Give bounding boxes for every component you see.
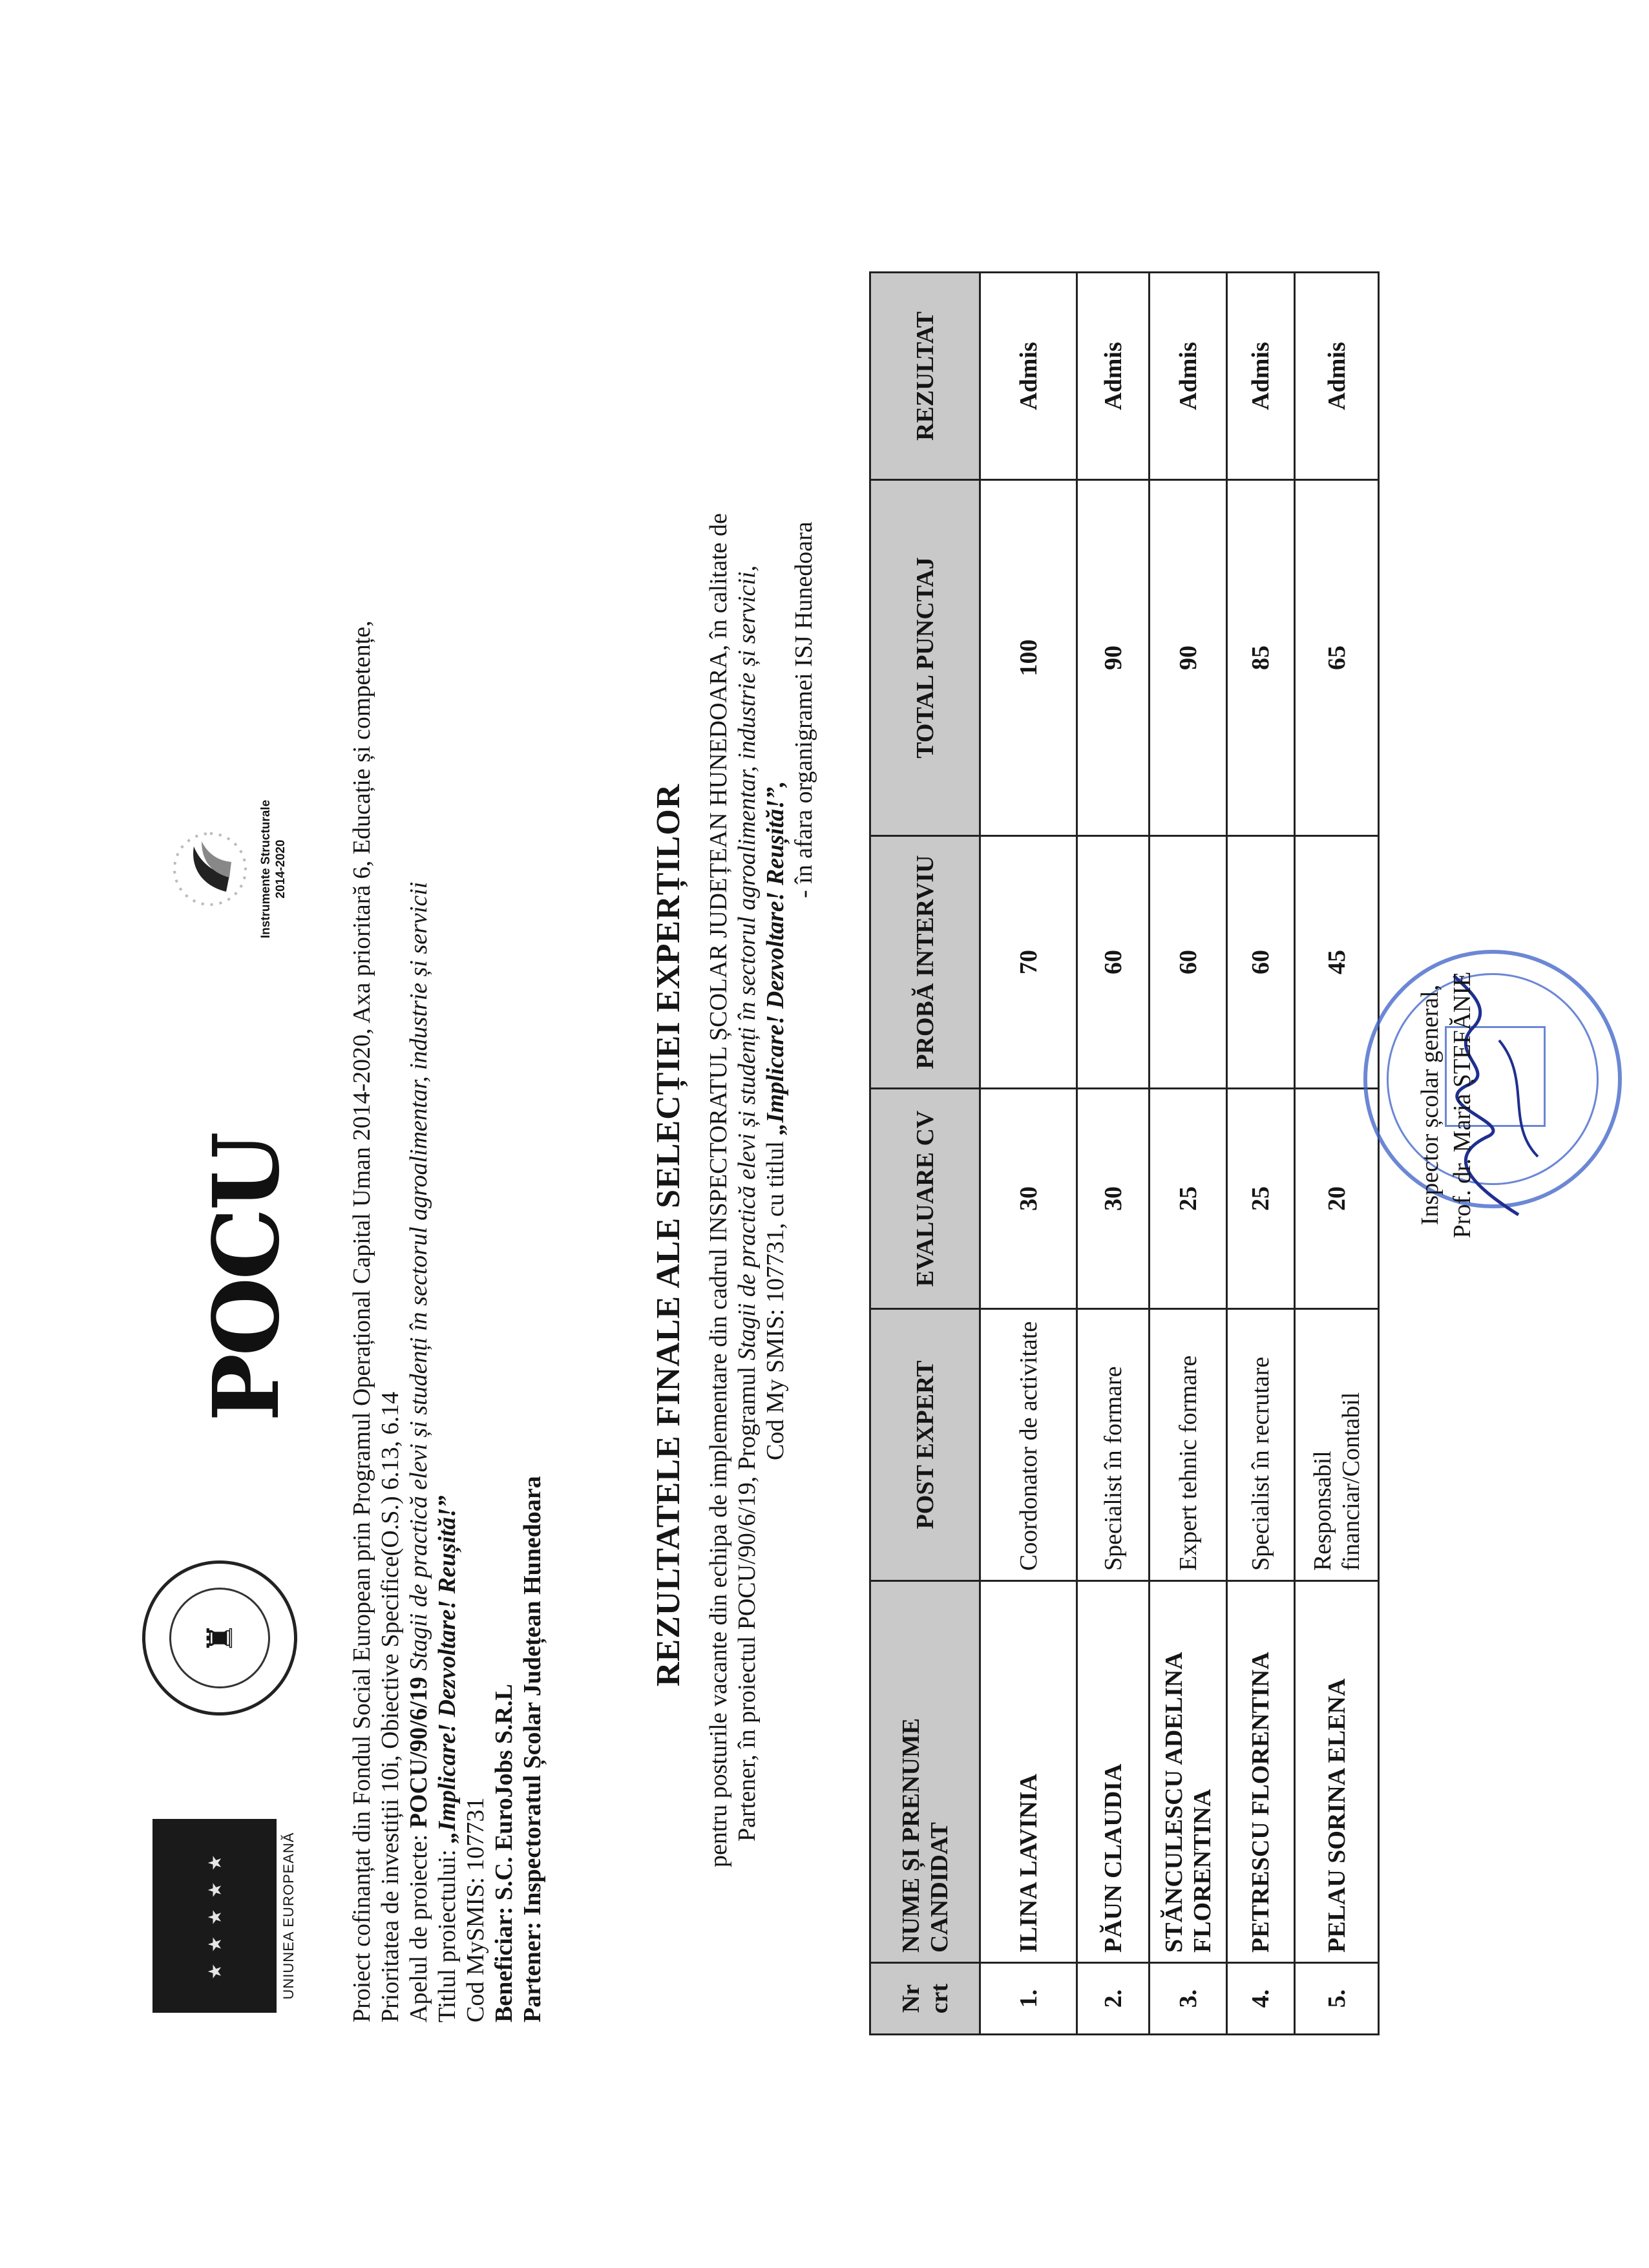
cell-name: ILINA LAVINIA [980,1581,1077,1963]
structural-instruments-icon [162,821,258,918]
header-line-3 [404,84,433,2022]
header-line-5: Cod MySMIS: 107731 [462,1797,489,2022]
cell-nr: 5. [1295,1963,1379,2035]
table-row [1295,273,1379,2035]
cell-cv: 30 [1077,1089,1150,1309]
project-title: „Implicare! Dezvoltare! Reușită!” [434,1495,461,1843]
cell-name: PĂUN CLAUDIA [1077,1581,1150,1963]
cell-cv: 25 [1150,1089,1227,1309]
call-code: POCU/90/6/19 [405,1676,432,1829]
header-total: TOTAL PUNCTAJ [870,480,980,836]
cell-result: Admis [1150,273,1227,480]
intro-line-3 [761,0,790,1460]
is-caption-line1: Instrumente Structurale [259,799,273,939]
table-row [980,273,1077,2035]
coat-of-arms-icon: ♜ [169,1588,270,1688]
cell-result: Admis [1077,273,1150,480]
cell-nr: 2. [1077,1963,1150,2035]
cell-name: PELAU SORINA ELENA [1295,1581,1379,1963]
header-interview: PROBĂ INTERVIU [870,836,980,1089]
cell-nr: 1. [980,1963,1077,2035]
header-line-1: Proiect cofinanțat din Fondul Social European prin Programul Operațional Capital Uman 2014-2020, Axa prioritară 6, Educație și competențe, [348,620,375,2022]
intro-line-2a: Partener, în proiectul POCU/90/6/19, Programul [733,1360,761,1842]
cell-total: 90 [1077,480,1150,836]
cell-post: Responsabil financiar/Contabil [1295,1309,1379,1581]
cell-interview: 70 [980,836,1077,1089]
partner: Partener: Inspectoratul Școlar Județean Hunedoara [519,1476,546,2022]
cell-post: Specialist în formare [1077,1309,1150,1581]
beneficiary: Beneficiar: S.C. EuroJobs S.R.L [490,1684,518,2022]
intro-line-1: pentru posturile vacante din echipa de implementare din cadrul INSPECTORATUL ȘCOLAR JUDEȚEAN HUNEDOARA, în calitate de [705,513,732,1867]
intro-line-2 [733,291,761,1842]
pocu-wordmark: POCU [194,1134,300,1422]
project-title-label: Titlul proiectului: [434,1843,461,2022]
cell-result: Admis [980,273,1077,480]
cell-name: PETRESCU FLORENTINA [1227,1581,1295,1963]
cell-total: 100 [980,480,1077,836]
cell-cv: 30 [980,1089,1077,1309]
header-post: POST EXPERT [870,1309,980,1581]
eu-stars-icon: ★ ★ ★ ★ ★ [204,1852,226,1980]
call-name: Stagii de practică elevi și studenți în sectorul agroalimentar, industrie și servicii [405,881,432,1677]
cell-total: 90 [1150,480,1227,836]
eu-flag-logo [152,1819,277,2013]
cell-post: Specialist în recrutare [1227,1309,1295,1581]
cell-nr: 3. [1150,1963,1227,2035]
header-line-2: Prioritatea de investiții 10i, Obiective Specifice(O.S.) 6.13, 6.14 [377,1391,404,2022]
cell-cv: 20 [1295,1089,1379,1309]
header-line-4 [433,84,461,2022]
pocu-logo [194,1134,300,1422]
document-title: REZULTATELE FINALE ALE SELECȚIEI EXPERȚILOR [650,783,687,1686]
table-row [1077,273,1150,2035]
call-label: Apelul de proiecte: [405,1828,432,2022]
header-nr: Nr crt [870,1963,980,2035]
signature-name: Prof. dr. Maria ȘTEFĂNIE [1449,971,1476,1239]
intro-line-3b: „Implicare! Dezvoltare! Reușită!”, [762,781,789,1135]
cell-post: Expert tehnic formare [1150,1309,1227,1581]
intro-line-2b: Stagii de practică elevi și studenți în sectorul agroalimentar, industrie și servicii, [733,565,761,1361]
cell-result: Admis [1295,273,1379,480]
structural-instruments-logo [162,782,310,956]
header-cv: EVALUARE CV [870,1089,980,1309]
cell-post: Coordonator de activitate [980,1309,1077,1581]
intro-line-4: - în afara organigramei ISJ Hunedoara [790,521,817,898]
is-caption-line2: 2014-2020 [274,839,288,899]
cell-interview: 60 [1227,836,1295,1089]
results-table [869,271,1380,2035]
government-seal-logo [142,1560,297,1716]
cell-total: 65 [1295,480,1379,836]
cell-interview: 60 [1150,836,1227,1089]
cell-name: STĂNCULESCU ADELINA FLORENTINA [1150,1581,1227,1963]
header-result: REZULTAT [870,273,980,480]
cell-result: Admis [1227,273,1295,480]
table-row [1150,273,1227,2035]
cell-interview: 45 [1295,836,1379,1089]
cell-nr: 4. [1227,1963,1295,2035]
cell-cv: 25 [1227,1089,1295,1309]
eu-caption: UNIUNEA EUROPEANĂ [280,1832,297,2000]
header-name: NUME ȘI PRENUME CANDIDAT [870,1581,980,1963]
table-header-row [870,273,980,2035]
cell-interview: 60 [1077,836,1150,1089]
table-row [1227,273,1295,2035]
signature-title: Inspector școlar general, [1416,984,1444,1226]
intro-line-3a: Cod My SMIS: 107731, cu titlul [762,1135,789,1460]
cell-total: 85 [1227,480,1295,836]
